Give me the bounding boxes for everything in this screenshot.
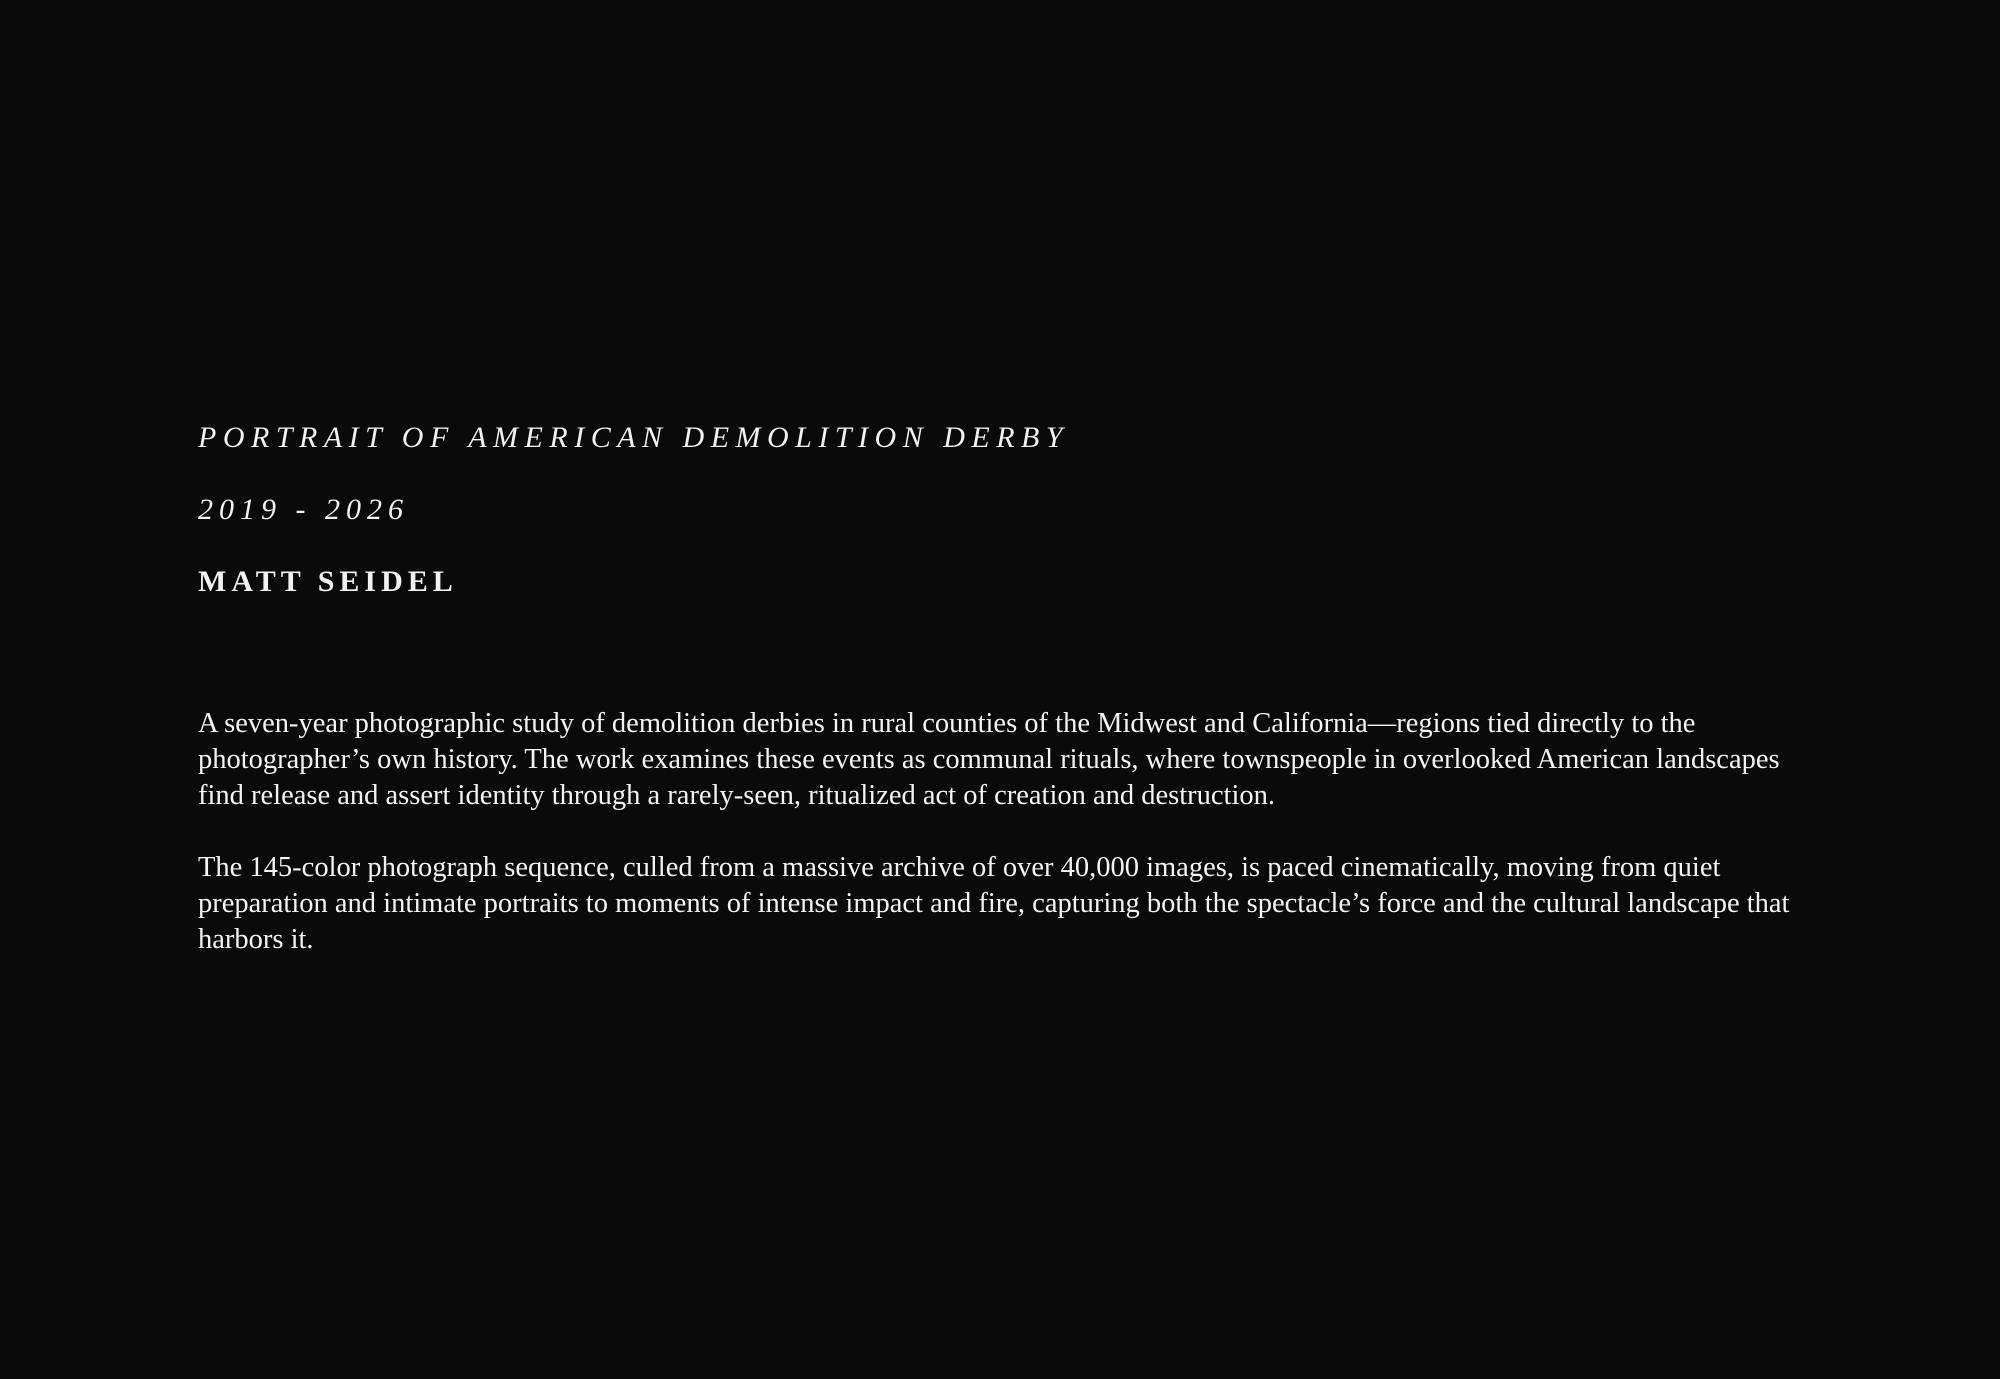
project-title: PORTRAIT OF AMERICAN DEMOLITION DERBY — [198, 421, 1070, 454]
project-dates: 2019 - 2026 — [198, 493, 409, 526]
description-paragraph: The 145-color photograph sequence, culled from a massive archive of over 40,000 images, is paced cinematically, moving from quiet preparation and intimate portraits to moments of intense impact and fire, capturing both the spectacle’s force and the cultural landscape that harbors it. — [198, 852, 1790, 955]
project-description — [198, 706, 1818, 958]
description-paragraph: A seven-year photographic study of demolition derbies in rural counties of the Midwest and California—regions tied directly to the photographer’s own history. The work examines these events as communal rituals, where townspeople in overlooked American landscapes find release and assert identity through a rarely-seen, ritualized act of creation and destruction. — [198, 708, 1780, 811]
project-intro — [198, 418, 1838, 958]
artist-name: MATT SEIDEL — [198, 565, 458, 598]
